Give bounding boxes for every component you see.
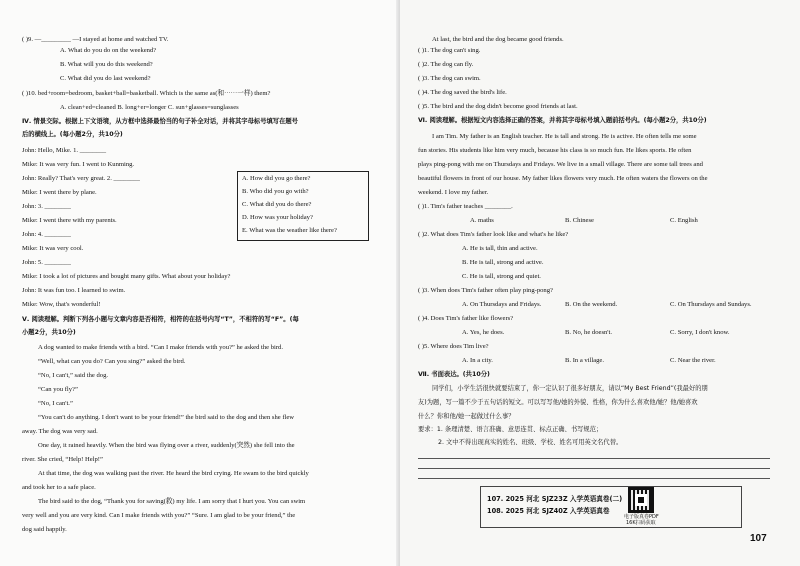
q2-option-b: B. He is tall, strong and active.	[462, 259, 544, 266]
section-5-title-cont: 小题2分，共10分)	[22, 329, 76, 336]
q4-stem: ( )4. Does Tim's father like flowers?	[418, 315, 514, 322]
story-line-8: One day, it rained heavily. When the bird was flying over a river, suddenly(突然) she fell into the	[38, 442, 295, 449]
q9-option-a: A. What do you do on the weekend?	[60, 47, 157, 54]
dialog-line-10: Mike: I took a lot of pictures and bought many gifts. What about your holiday?	[22, 273, 231, 280]
section-7-title: Ⅶ. 书面表达。(共10分)	[418, 371, 490, 378]
story-line-14: dog said happily.	[22, 526, 67, 533]
story-line-6: “You can't do anything. I don't want to be your friend!” the bird said to the dog and then she flew	[38, 414, 295, 421]
q10-stem: ( )10. bed+room=bedroom, basket+ball=basketball. Which is the same as(和⋯⋯一样) them?	[22, 90, 271, 97]
story-line-4: “Can you fly?”	[38, 386, 78, 393]
story-line-7: away. The dog was very sad.	[22, 428, 98, 435]
q10-options: A. clean+ed=cleaned B. long+er=longer C. sun+glasses=sunglasses	[60, 104, 239, 111]
dialog-line-12: Mike: Wow, that's wonderful!	[22, 301, 101, 308]
q4-option-c: C. Sorry, I don't know.	[670, 329, 730, 336]
story-line-1: A dog wanted to make friends with a bird. “Can I make friends with you?” he asked the bird.	[38, 344, 283, 351]
q3-stem: ( )3. When does Tim's father often play ping-pong?	[418, 287, 553, 294]
story-line-3: “No, I can't,” said the dog.	[38, 372, 109, 379]
passage-line-2: fun stories. His students like him very much, because his class is so much fun. He likes sports. He often	[418, 147, 692, 154]
passage-line-4: beautiful flowers in front of our house. My father likes flowers very much. He often waters the flowers on the	[418, 175, 708, 182]
q3-option-c: C. On Thursdays and Sundays.	[670, 301, 752, 308]
writing-requirement-1: 要求：1. 条理清楚、语言准确、意思连贯、标点正确、书写规范；	[418, 426, 603, 433]
sec5-item-3: ( )3. The dog can swim.	[418, 75, 481, 82]
q2-option-c: C. He is tall, strong and quiet.	[462, 273, 541, 280]
page-number: 107	[750, 533, 767, 544]
q9-option-b: B. What will you do this weekend?	[60, 61, 153, 68]
writing-prompt-1: 同学们，小学生活很快就要结束了，你一定认识了很多好朋友，请以“My Best Friend”(我最好的朋	[432, 385, 708, 392]
writing-line[interactable]	[418, 478, 770, 479]
footer-line-2: 108. 2025 河北 SJZ40Z 入学英语真卷	[487, 507, 610, 515]
passage-line-5: weekend. I love my father.	[418, 189, 489, 196]
box-option-b: B. Who did you go with?	[242, 188, 309, 195]
story-line-13: very well and you are very kind. Can I make friends with you?” “Sure. I am glad to be your friend,” the	[22, 512, 296, 519]
box-option-d: D. How was your holiday?	[242, 214, 313, 221]
sec5-item-5: ( )5. The bird and the dog didn't become good friends at last.	[418, 103, 578, 110]
q9-stem: ( )9. —_________ —I stayed at home and watched TV.	[22, 36, 169, 43]
story-line-12: The bird said to the dog, “Thank you for saving(救) my life. I am sorry that I hurt you. You can swim	[38, 498, 306, 505]
writing-prompt-2: 友)为题，写一篇不少于五句话的短文。可以写写他/她的外貌、性格，你为什么喜欢他/她？他/她喜欢	[418, 399, 698, 406]
sec5-item-2: ( )2. The dog can fly.	[418, 61, 474, 68]
dialog-line-7: John: 4. ________	[22, 231, 71, 238]
q3-option-a: A. On Thursdays and Fridays.	[462, 301, 542, 308]
sec5-item-1: ( )1. The dog can't sing.	[418, 47, 481, 54]
dialog-line-5: John: 3. ________	[22, 203, 71, 210]
writing-line[interactable]	[418, 458, 770, 459]
right-page	[400, 0, 800, 566]
dialog-line-3: John: Really? That's very great. 2. ________	[22, 175, 140, 182]
dialog-line-9: John: 5. ________	[22, 259, 71, 266]
story-line-5: “No, I can't.”	[38, 400, 73, 407]
q3-option-b: B. On the weekend.	[565, 301, 618, 308]
story-line-11: and took her to a safe place.	[22, 484, 96, 491]
dialog-line-1: John: Hello, Mike. 1. ________	[22, 147, 107, 154]
box-option-e: E. What was the weather like there?	[242, 227, 337, 234]
dialog-line-4: Mike: I went there by plane.	[22, 189, 97, 196]
q1-option-b: B. Chinese	[565, 217, 594, 224]
box-option-c: C. What did you do there?	[242, 201, 312, 208]
footer-box	[480, 486, 742, 528]
dialog-line-8: Mike: It was very cool.	[22, 245, 84, 252]
dialog-line-2: Mike: It was very fun. I went to Kunming.	[22, 161, 135, 168]
story-ending: At last, the bird and the dog became good friends.	[432, 36, 564, 43]
q9-option-c: C. What did you do last weekend?	[60, 75, 151, 82]
story-line-2: “Well, what can you do? Can you sing?” asked the bird.	[38, 358, 186, 365]
qr-caption-1: 电子版真卷PDF	[624, 514, 659, 520]
q4-option-b: B. No, he doesn't.	[565, 329, 612, 336]
section-6-title: Ⅵ. 阅读理解。根据短文内容选择正确的答案，并将其字母标号填入题前括号内。(每小题2分，共10分)	[418, 117, 707, 124]
writing-requirement-2: 2. 文中不得出现真实的姓名、班级、学校、姓名可用英文名代替。	[438, 439, 623, 446]
writing-prompt-3: 什么？你和他/她一起做过什么事？	[418, 413, 515, 420]
q1-option-a: A. maths	[470, 217, 494, 224]
q5-option-c: C. Near the river.	[670, 357, 716, 364]
passage-line-3: plays ping-pong with me on Thursdays and Fridays. We live in a small village. There are some tall trees and	[418, 161, 703, 168]
q2-option-a: A. He is tall, thin and active.	[462, 245, 538, 252]
box-option-a: A. How did you go there?	[242, 175, 311, 182]
q5-option-b: B. In a village.	[565, 357, 605, 364]
section-4-title: Ⅳ. 情景交际。根据上下文语境，从方框中选择最恰当的句子补全对话，并将其字母标号填写在题号	[22, 118, 298, 125]
qr-caption-2: 16K扫码获取	[626, 520, 656, 526]
writing-line[interactable]	[418, 468, 770, 469]
section-5-title: Ⅴ. 阅读理解。判断下列各小题与文章内容是否相符，相符的在括号内写“T”，不相符的写“F”。(每	[22, 316, 299, 323]
footer-line-1: 107. 2025 河北 SJZ23Z 入学英语真卷(二)	[487, 495, 623, 503]
q5-option-a: A. In a city.	[462, 357, 493, 364]
story-line-9: river. She cried, “Help! Help!”	[22, 456, 103, 463]
q5-stem: ( )5. Where does Tim live?	[418, 343, 489, 350]
passage-line-1: I am Tim. My father is an English teacher. He is tall and strong. He is active. He often tells me some	[432, 133, 697, 140]
section-4-title-cont: 后的横线上。(每小题2分，共10分)	[22, 131, 123, 138]
q1-stem: ( )1. Tim's father teaches ________.	[418, 203, 513, 210]
qr-code-icon[interactable]	[628, 487, 654, 513]
dialog-line-6: Mike: I went there with my parents.	[22, 217, 117, 224]
dialog-line-11: John: It was fun too. I learned to swim.	[22, 287, 126, 294]
sec5-item-4: ( )4. The dog saved the bird's life.	[418, 89, 507, 96]
q4-option-a: A. Yes, he does.	[462, 329, 505, 336]
q2-stem: ( )2. What does Tim's father look like and what's he like?	[418, 231, 569, 238]
answer-option-box	[237, 171, 369, 241]
story-line-10: At that time, the dog was walking past the river. He heard the bird crying. He swam to the bird quickly	[38, 470, 309, 477]
q1-option-c: C. English	[670, 217, 698, 224]
